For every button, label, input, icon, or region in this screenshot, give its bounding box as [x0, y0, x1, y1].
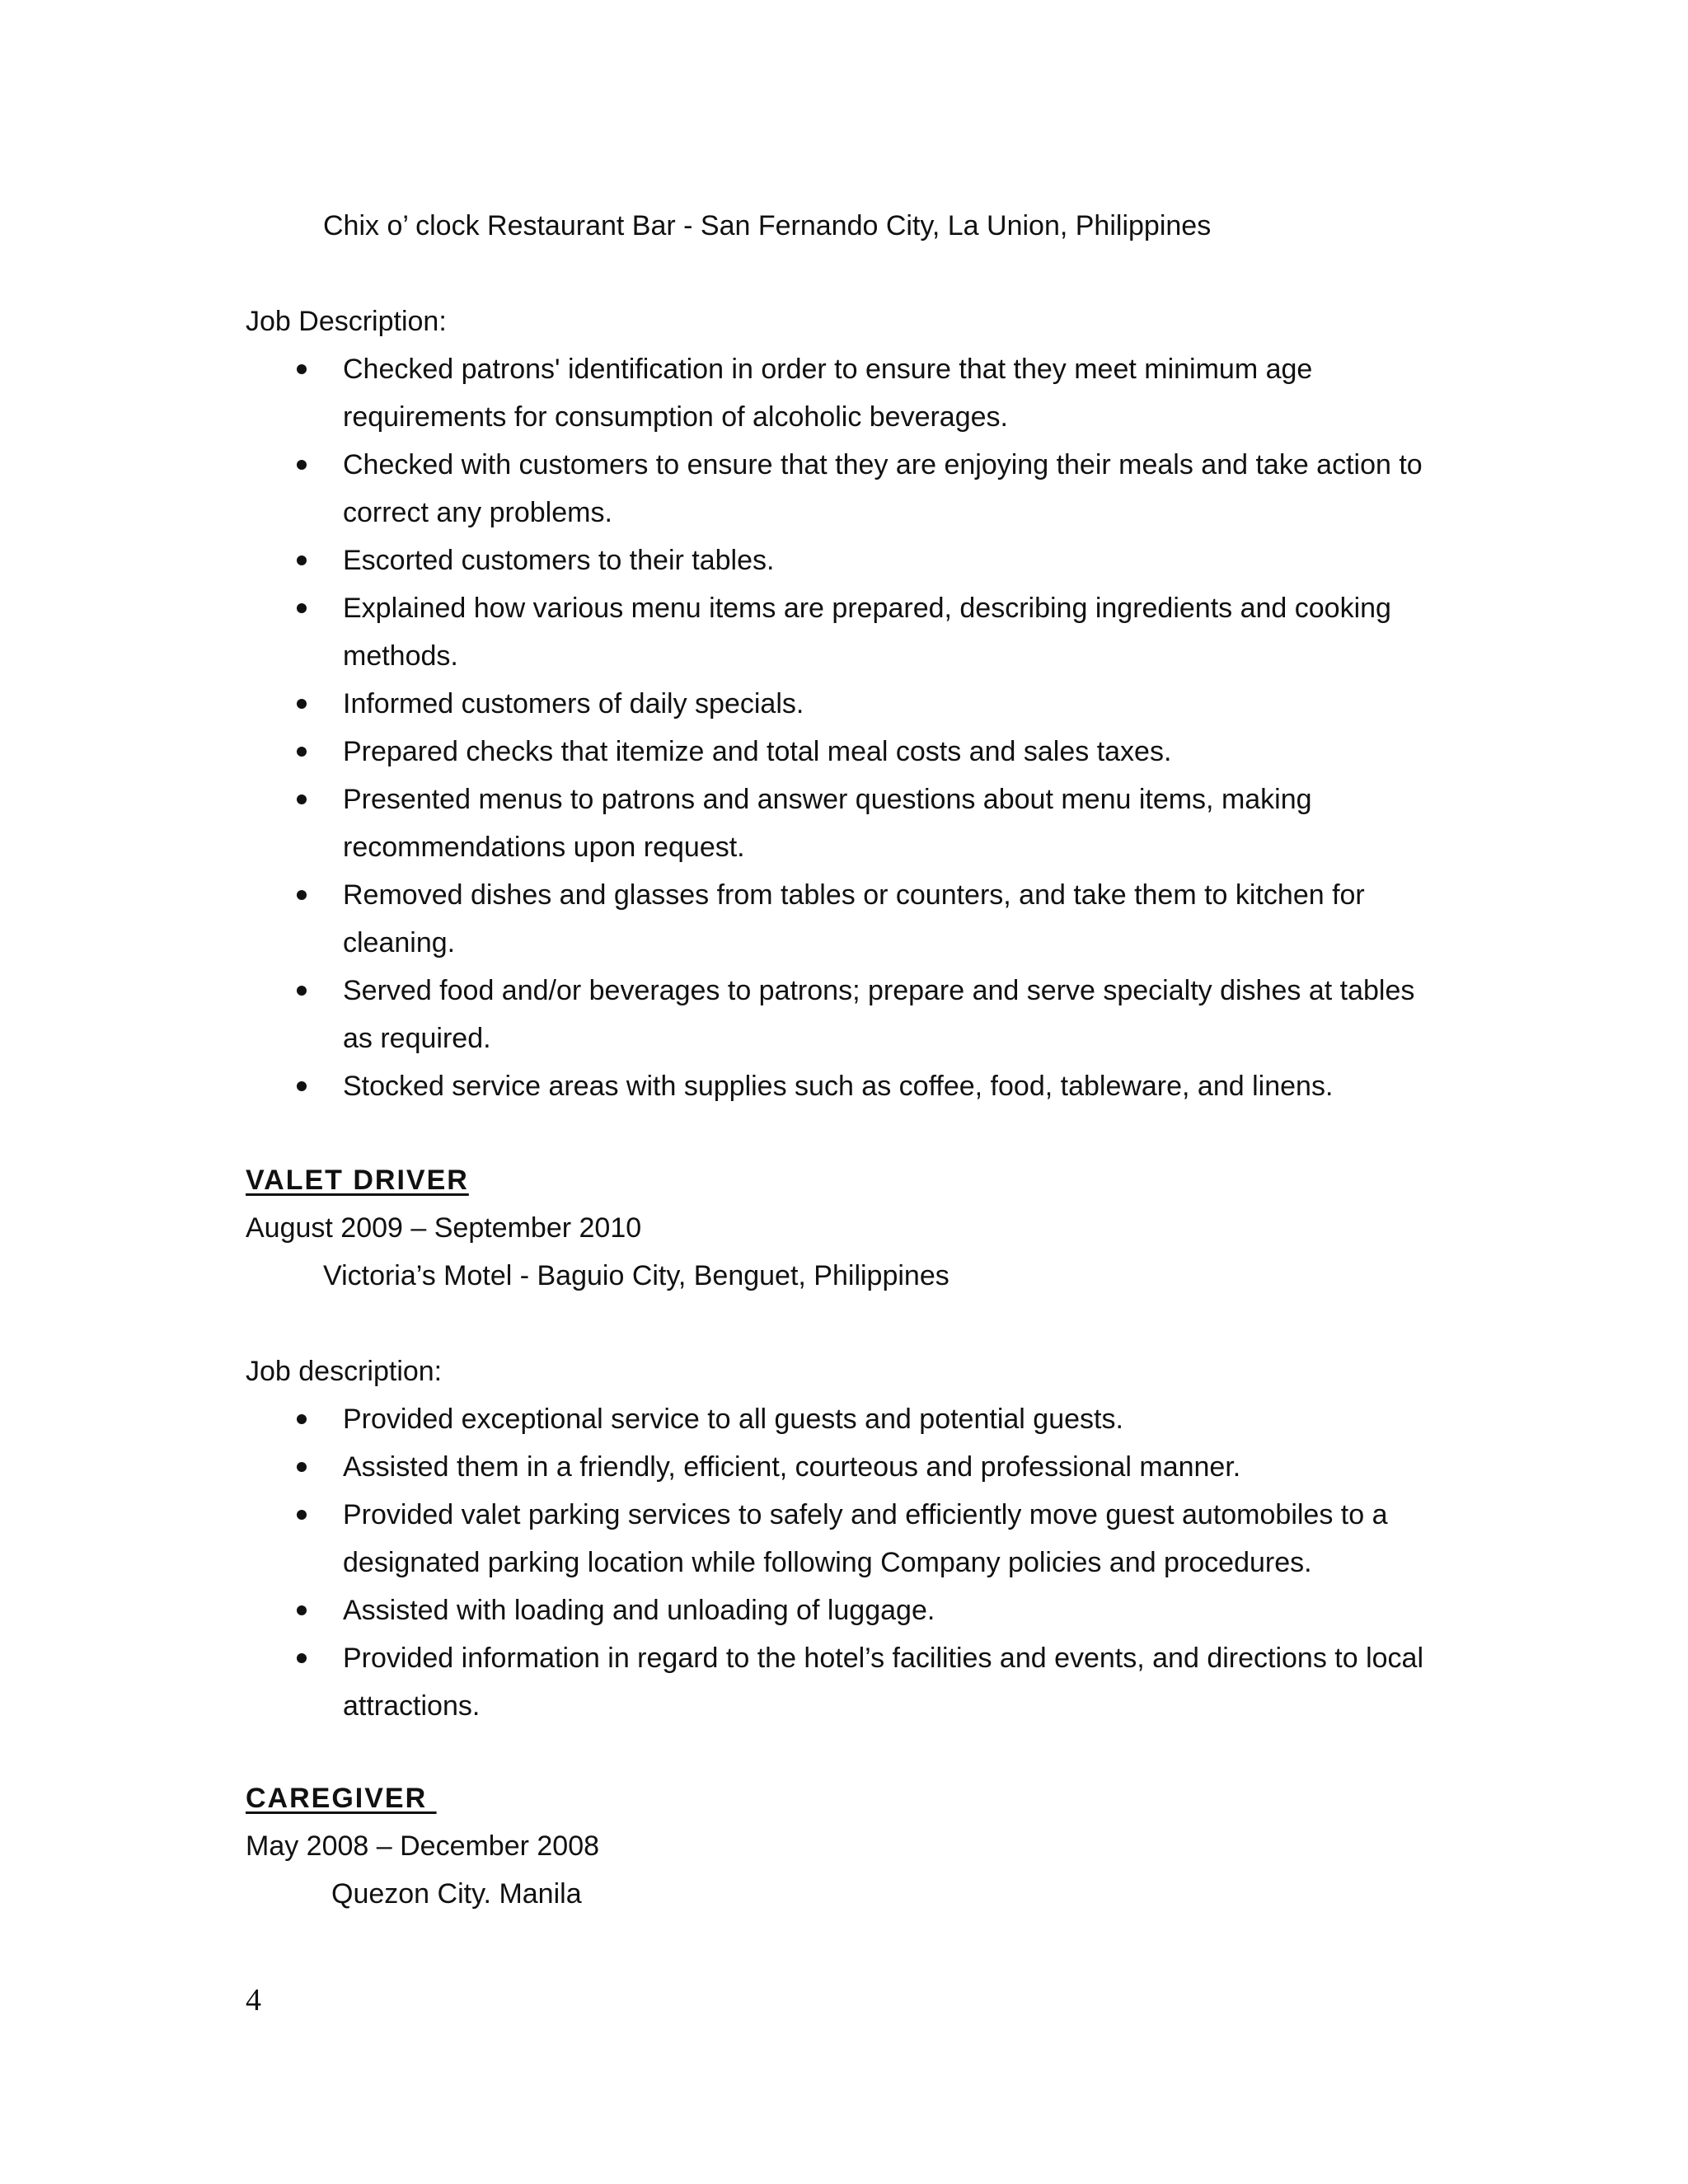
- bullet-icon: [297, 1510, 307, 1520]
- bullet-icon: [297, 794, 307, 804]
- duty-item: [246, 1395, 1449, 1443]
- duty-text: Informed customers of daily specials.: [343, 688, 804, 719]
- valet-dates: August 2009 – September 2010: [246, 1212, 642, 1244]
- duty-text: Explained how various menu items are prepared, describing ingredients and cooking methods.: [343, 593, 1391, 672]
- duty-text: Escorted customers to their tables.: [343, 545, 775, 576]
- duty-item: [246, 441, 1449, 537]
- page-number: 4: [246, 1983, 261, 2018]
- duty-text: Assisted with loading and unloading of luggage.: [343, 1595, 935, 1626]
- bullet-icon: [297, 1462, 307, 1472]
- duty-item: [246, 776, 1449, 871]
- restaurant-duties-list: [246, 345, 1449, 1110]
- restaurant-job-description-label: Job Description:: [246, 306, 447, 337]
- duty-item: [246, 584, 1449, 680]
- duty-text: Stocked service areas with supplies such as coffee, food, tableware, and linens.: [343, 1071, 1334, 1102]
- bullet-icon: [297, 1414, 307, 1424]
- duty-text: Served food and/or beverages to patrons; prepare and serve specialty dishes at tables as required.: [343, 975, 1415, 1054]
- bullet-icon: [297, 1081, 307, 1091]
- duty-text: Assisted them in a friendly, efficient, courteous and professional manner.: [343, 1451, 1241, 1483]
- duty-item: [246, 680, 1449, 728]
- valet-section-title: VALET DRIVER: [246, 1165, 469, 1196]
- duty-item: [246, 871, 1449, 967]
- restaurant-location: Chix o’ clock Restaurant Bar - San Fernando City, La Union, Philippines: [323, 210, 1212, 241]
- bullet-icon: [297, 1605, 307, 1615]
- duty-item: [246, 537, 1449, 584]
- duty-text: Checked with customers to ensure that they are enjoying their meals and take action to correct any problems.: [343, 449, 1423, 528]
- duty-text: Provided exceptional service to all guests and potential guests.: [343, 1404, 1123, 1435]
- duty-text: Provided valet parking services to safely and efficiently move guest automobiles to a designated parking location while following Company policies and procedures.: [343, 1499, 1388, 1578]
- bullet-icon: [297, 890, 307, 900]
- duty-item: [246, 1586, 1449, 1634]
- caregiver-section-title: CAREGIVER: [246, 1783, 437, 1814]
- duty-text: Presented menus to patrons and answer questions about menu items, making recommendations upon request.: [343, 784, 1312, 863]
- bullet-icon: [297, 603, 307, 613]
- bullet-icon: [297, 364, 307, 374]
- valet-location: Victoria’s Motel - Baguio City, Benguet, Philippines: [323, 1260, 950, 1291]
- duty-item: [246, 1491, 1449, 1586]
- duty-text: Prepared checks that itemize and total meal costs and sales taxes.: [343, 736, 1172, 767]
- duty-text: Provided information in regard to the hotel’s facilities and events, and directions to local attractions.: [343, 1643, 1424, 1722]
- valet-duties-list: [246, 1395, 1449, 1730]
- caregiver-location: Quezon City. Manila: [331, 1878, 582, 1910]
- bullet-icon: [297, 699, 307, 709]
- caregiver-dates: May 2008 – December 2008: [246, 1830, 600, 1862]
- duty-item: [246, 728, 1449, 776]
- bullet-icon: [297, 460, 307, 470]
- duty-text: Removed dishes and glasses from tables or counters, and take them to kitchen for cleaning.: [343, 879, 1365, 958]
- duty-item: [246, 345, 1449, 441]
- valet-job-description-label: Job description:: [246, 1356, 443, 1387]
- bullet-icon: [297, 986, 307, 996]
- duty-item: [246, 1634, 1449, 1730]
- duty-text: Checked patrons' identification in order to ensure that they meet minimum age requirements for consumption of alcoholic beverages.: [343, 354, 1313, 433]
- bullet-icon: [297, 555, 307, 565]
- duty-item: [246, 1062, 1449, 1110]
- bullet-icon: [297, 747, 307, 757]
- bullet-icon: [297, 1653, 307, 1663]
- duty-item: [246, 1443, 1449, 1491]
- duty-item: [246, 967, 1449, 1062]
